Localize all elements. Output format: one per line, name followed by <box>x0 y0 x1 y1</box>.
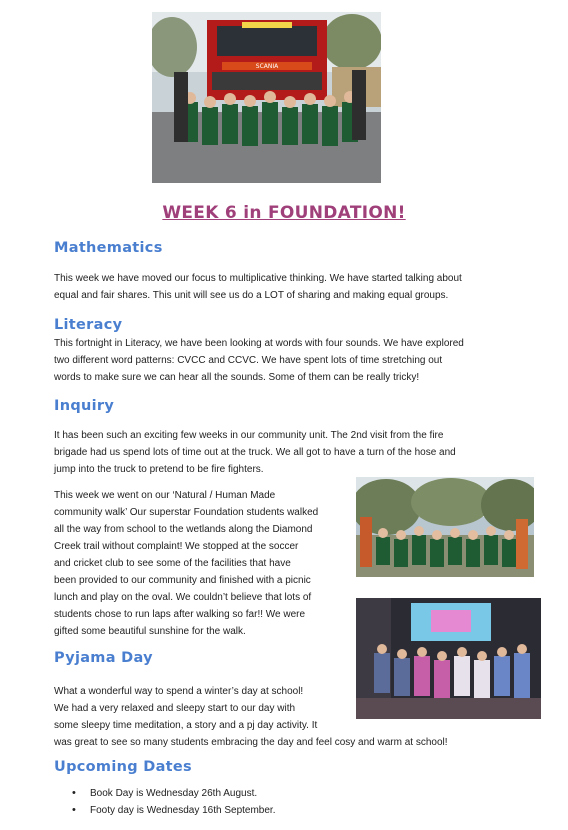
pyjama-day-heading: Pyjama Day <box>54 650 153 666</box>
text-line: brigade had us spend lots of time out at the truck. We all got to have a turn of the hose and <box>54 447 456 458</box>
text-line: What a wonderful way to spend a winter’s day at school! <box>54 686 304 697</box>
text-line: jump into the truck to pretend to be fire fighters. <box>54 464 264 475</box>
text-line: gifted some beautiful sunshine for the walk. <box>54 626 246 637</box>
text-line: This fortnight in Literacy, we have been looking at words with four sounds. We have explored <box>54 338 464 349</box>
community-walk-photo <box>356 477 534 577</box>
text-line: Creek trail without complaint! We stopped at the soccer <box>54 541 299 552</box>
upcoming-dates-heading: Upcoming Dates <box>54 759 192 775</box>
text-line: equal and fair shares. This unit will see us do a LOT of sharing and making equal groups. <box>54 290 449 301</box>
list-item: • Footy day is Wednesday 16th September. <box>54 802 275 819</box>
text-line: This week we have moved our focus to multiplicative thinking. We have started talking about <box>54 273 462 284</box>
literacy-heading: Literacy <box>54 317 123 333</box>
pyjama-day-paragraph <box>54 683 494 751</box>
text-line: It has been such an exciting few weeks in our community unit. The 2nd visit from the fire <box>54 430 444 441</box>
text-line: community walk’ Our superstar Foundation students walked <box>54 507 319 518</box>
fire-truck-class-photo <box>152 12 381 183</box>
text-line: two different word patterns: CVCC and CCVC. We have spent lots of time stretching out <box>54 355 443 366</box>
literacy-paragraph <box>54 335 464 386</box>
community-walk-paragraph <box>54 487 349 640</box>
text-line: some sleepy time meditation, a story and a pj day activity. It <box>54 720 318 731</box>
mathematics-heading: Mathematics <box>54 240 163 256</box>
text-line: students chose to run laps after walking so far!! We were <box>54 609 306 620</box>
list-item: • Book Day is Wednesday 26th August. <box>54 785 275 802</box>
text-line: We had a very relaxed and sleepy start to our day with <box>54 703 296 714</box>
page-title: WEEK 6 in FOUNDATION! <box>162 203 406 223</box>
text-line: lunch and play on the oval. We couldn’t believe that lots of <box>54 592 312 603</box>
text-line: all the way from school to the wetlands along the Diamond <box>54 524 313 535</box>
text-line: words to make sure we can hear all the sounds. Some of them can be really tricky! <box>54 372 420 383</box>
text-line: been provided to our community and finished with a picnic <box>54 575 311 586</box>
truck-sign-text: SCANIA <box>255 63 279 70</box>
inquiry-paragraph <box>54 427 456 478</box>
inquiry-heading: Inquiry <box>54 398 115 414</box>
text-line: and cricket club to see some of the facilities that have <box>54 558 291 569</box>
text-line: This week we went on our ‘Natural / Human Made <box>54 490 276 501</box>
mathematics-paragraph <box>54 270 462 304</box>
upcoming-dates-list <box>54 785 275 819</box>
text-line: was great to see so many students embracing the day and feel cosy and warm at school! <box>54 737 448 748</box>
